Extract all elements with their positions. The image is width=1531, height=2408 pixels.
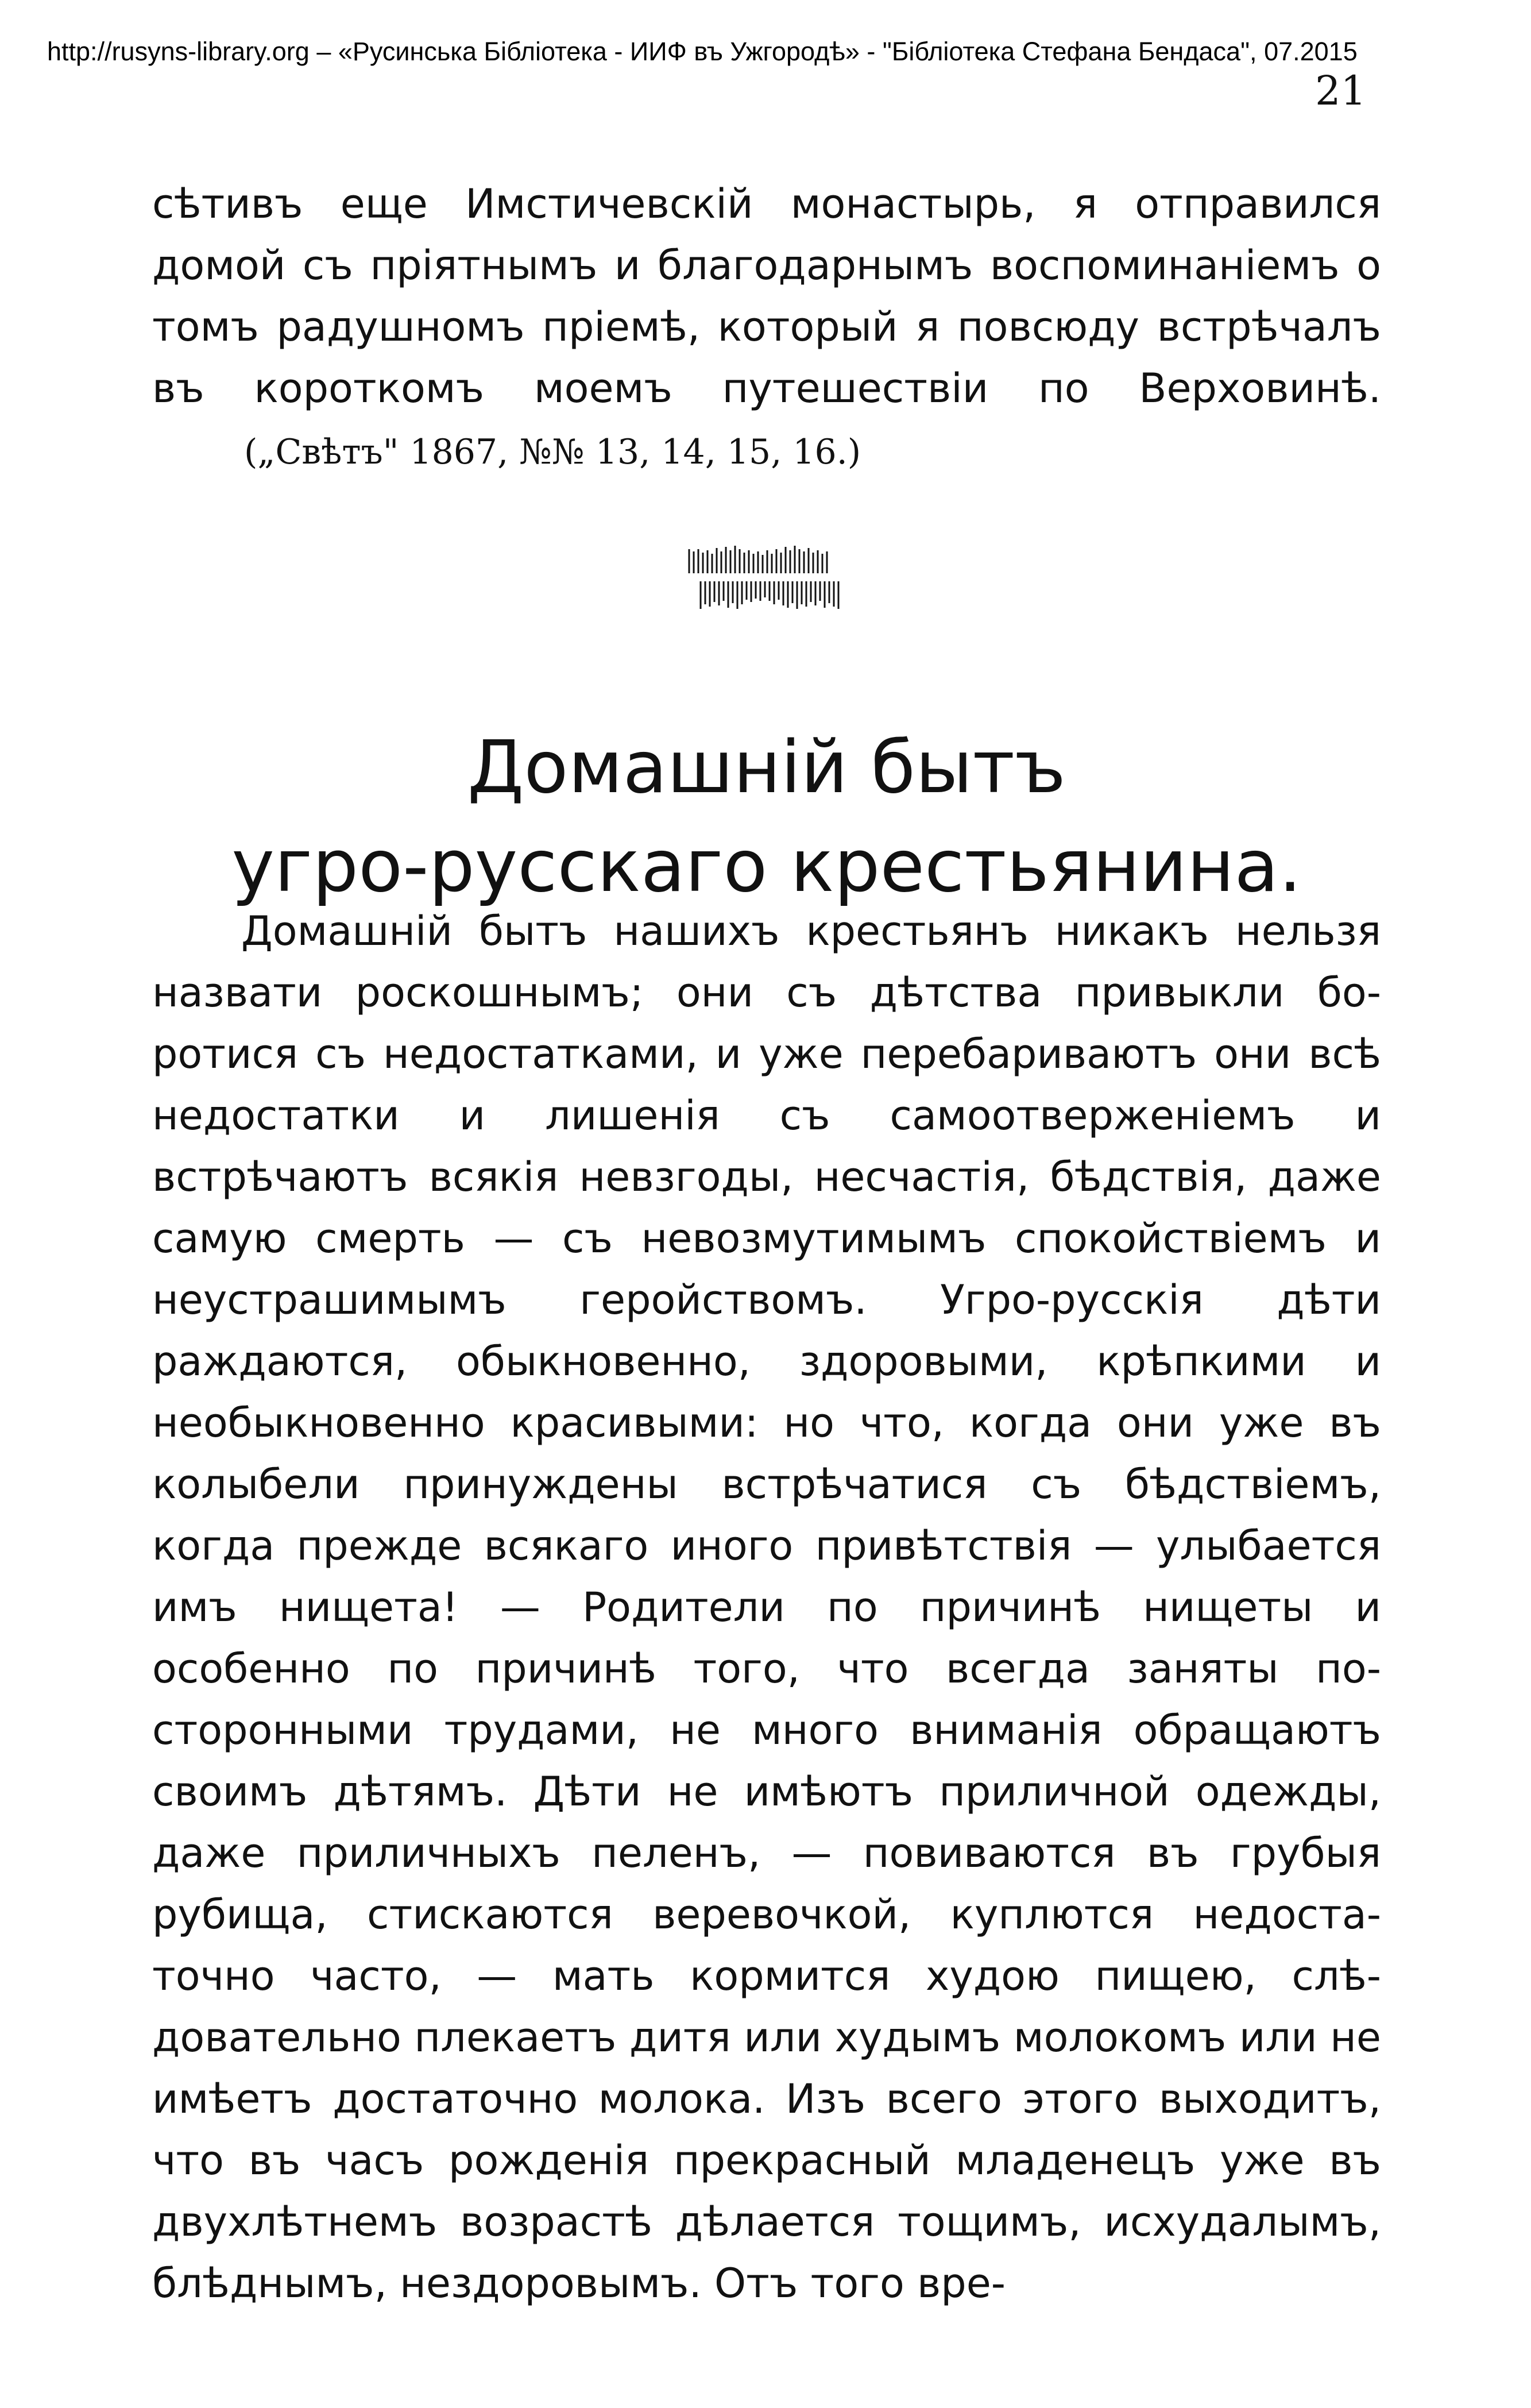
intro-text: сѣтивъ еще Имстичевскій монастырь, я отправился домой съ пріятнымъ и благодарнымъ воспоминаніемъ о томъ радушномъ пріемѣ, который я повсюду встрѣчалъ въ короткомъ моемъ путешествіи по Верховинѣ. bbox=[152, 180, 1381, 412]
article-body bbox=[152, 901, 1381, 2314]
title-line-2: угро-русскаго крестьянина. bbox=[231, 824, 1302, 908]
title-line-1: Домашній бытъ bbox=[467, 725, 1066, 809]
body-paragraph: Домашній бытъ нашихъ крестьянъ никакъ нельзя назвати роскошнымъ; они съ дѣтства привыкли боротися съ недостатками, и уже перебариваютъ они всѣ недостатки и лишенія съ самоотверженіемъ и встрѣчаютъ всякія невзгоды, несчастія, бѣдствія, даже самую смерть — съ невозмутимымъ спокойствіемъ и неустрашимымъ геройствомъ. Угро-русскія дѣти раждаются, обыкновенно, здоровыми, крѣпкими и необыкновенно красивыми: но что, когда они уже въ колыбели принуждены встрѣчатися съ бѣдствіемъ, когда прежде всякаго иного привѣтствія — улыбается имъ нищета! — Родители по причинѣ нищеты и особенно по причинѣ того, что всегда заняты посторонными трудами, не много вниманія обращаютъ своимъ дѣтямъ. Дѣти не имѣютъ приличной одежды, даже приличныхъ пеленъ, — повиваются въ грубыя рубища, стискаются веревочкой, куплются недостаточно часто, — мать кормится худою пищею, слѣдовательно плекаетъ дитя или худымъ молокомъ или не имѣетъ достаточно молока. Изъ всего этого выходитъ, что въ часъ рожденія прекрасный младенецъ уже въ двухлѣтнемъ возрастѣ дѣлается тощимъ, исхудалымъ, блѣднымъ, нездоровымъ. Отъ того вре- bbox=[152, 908, 1381, 2307]
page-number: 21 bbox=[1315, 67, 1367, 114]
article-title bbox=[152, 718, 1381, 916]
decorative-ornament bbox=[683, 545, 853, 612]
source-url-header: http://rusyns-library.org – «Русинська Бібліотека - ИИФ въ Ужгородѣ» - "Бібліотека Стефана Бендаса", 07.2015 bbox=[47, 37, 1358, 66]
citation: („Свѣтъ" 1867, №№ 13, 14, 15, 16.) bbox=[244, 432, 861, 472]
intro-paragraph bbox=[152, 173, 1381, 483]
